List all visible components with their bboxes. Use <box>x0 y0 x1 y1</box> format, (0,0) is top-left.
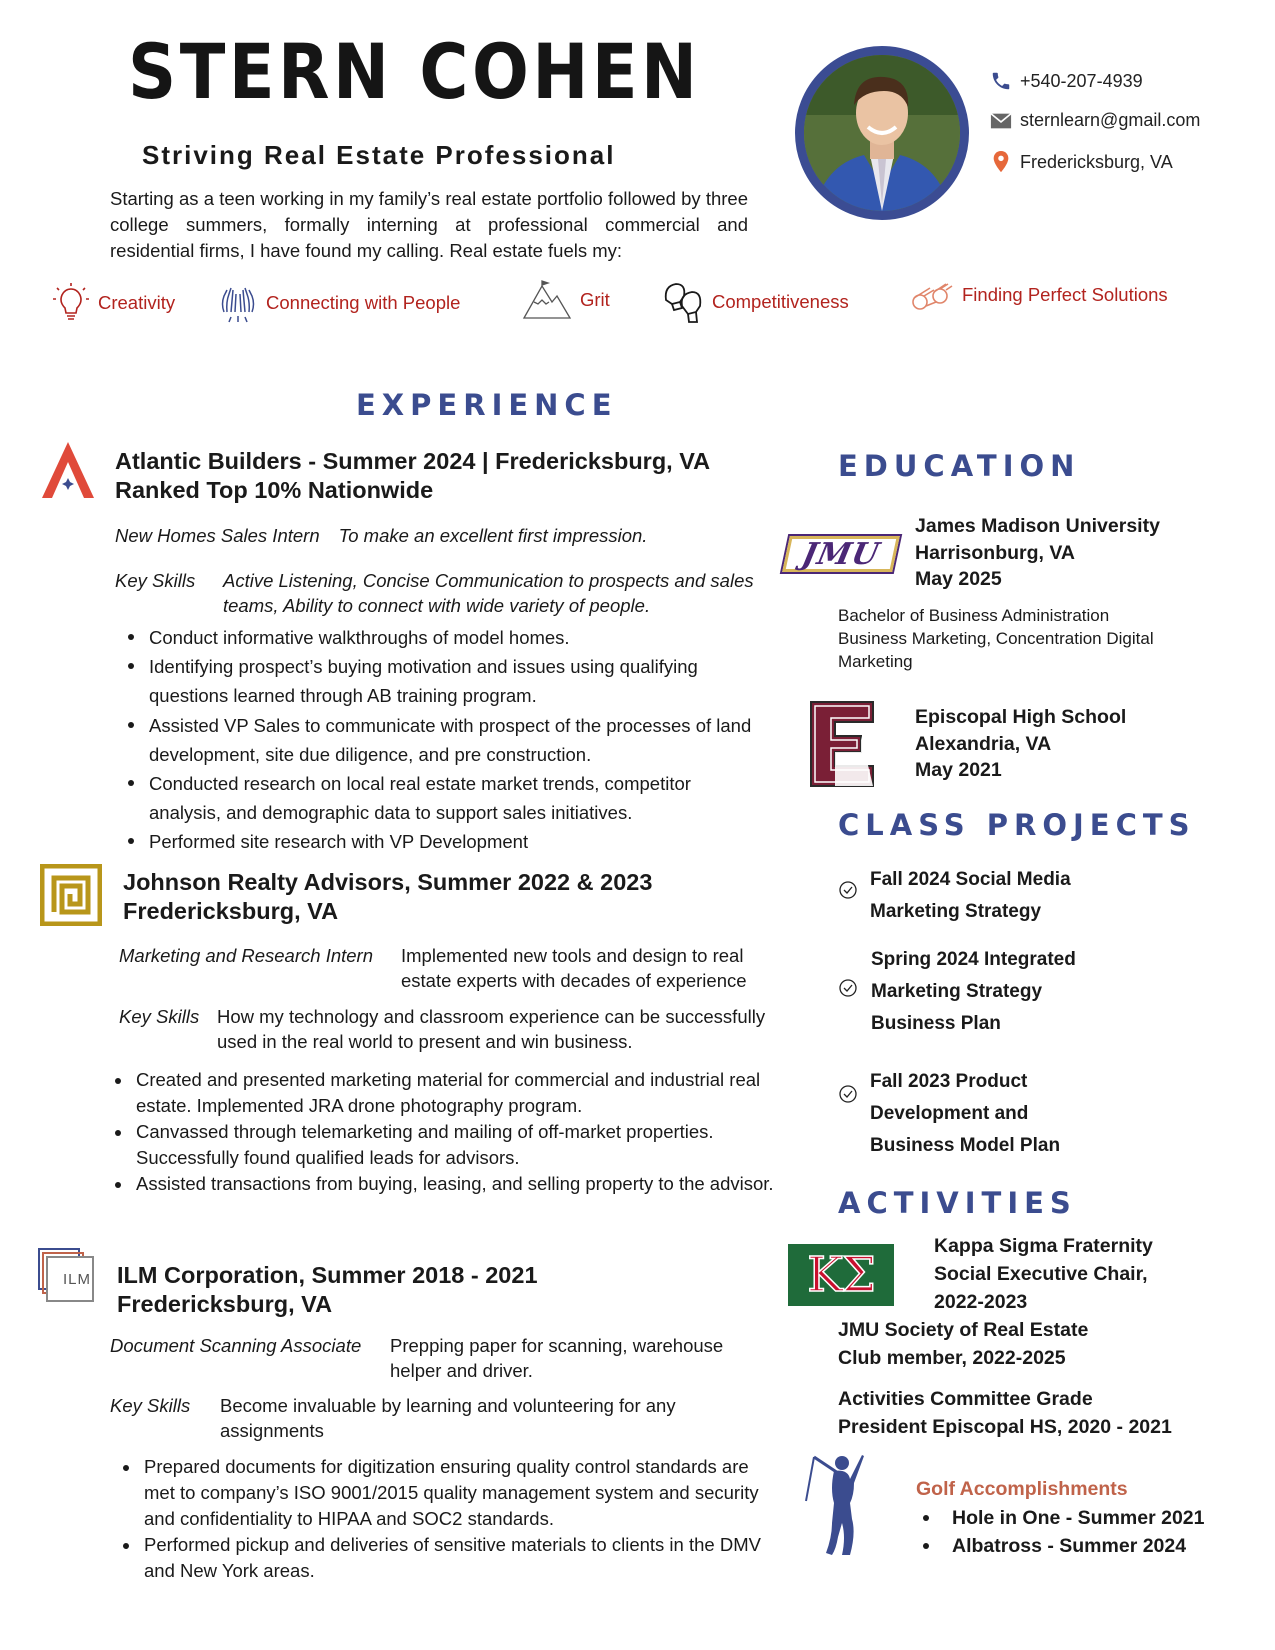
check-circle-icon <box>838 1084 858 1104</box>
project-line: Marketing Strategy <box>870 901 1042 922</box>
phone-icon <box>990 70 1012 92</box>
job-atlantic-builders <box>115 447 710 505</box>
list-item: Conduct informative walkthroughs of model homes. <box>116 623 766 652</box>
activity-line: President Episcopal HS, 2020 - 2021 <box>838 1416 1172 1438</box>
job-role-desc: Prepping paper for scanning, warehouse helper and driver. <box>390 1335 724 1381</box>
golf-list <box>911 1504 1205 1560</box>
project-item <box>838 944 1076 1040</box>
project-item <box>838 864 1071 928</box>
check-circle-icon <box>838 978 858 998</box>
job-ilm <box>117 1261 538 1319</box>
activity-line: Activities Committee Grade <box>838 1388 1093 1410</box>
list-item: Created and presented marketing material for commercial and industrial real estate. Implemented JRA drone photography program. <box>103 1067 783 1119</box>
school-location: Harrisonburg, VA <box>915 541 1075 564</box>
activity-committee <box>838 1385 1172 1441</box>
school-date: May 2021 <box>915 759 1002 781</box>
activity-line: JMU Society of Real Estate <box>838 1319 1089 1341</box>
job-role-row <box>115 523 765 548</box>
experience-heading: EXPERIENCE <box>356 388 618 422</box>
skills-text: Active Listening, Concise Communication to prospects and sales teams, Ability to connect with wide variety of people. <box>223 570 754 616</box>
list-item: Identifying prospect’s buying motivation and issues using qualifying questions learned through AB training program. <box>116 652 766 710</box>
kappa-sigma-logo <box>788 1244 894 1306</box>
atlantic-builders-logo-icon <box>38 440 98 500</box>
skills-label: Key Skills <box>119 1006 200 1027</box>
value-creativity <box>52 282 175 324</box>
job-skills-row <box>115 568 775 618</box>
jmu-logo-text: JMU <box>798 536 884 572</box>
list-item: Prepared documents for digitization ensuring quality control standards are met to company’s ISO 9001/2015 quality management system and security and confidentiality to HIPAA and SOC2 standards. <box>111 1454 781 1532</box>
degree-text: Bachelor of Business Administration <box>838 606 1110 625</box>
job-subtitle: Fredericksburg, VA <box>123 898 339 924</box>
project-line: Spring 2024 Integrated <box>871 949 1076 970</box>
list-item: Assisted VP Sales to communicate with prospect of the processes of land development, site due diligence, and pre construction. <box>116 711 766 769</box>
job-bullets <box>103 1067 783 1197</box>
school-episcopal <box>915 704 1126 784</box>
project-line: Marketing Strategy <box>871 981 1043 1002</box>
skills-label: Key Skills <box>110 1395 191 1416</box>
job-role-desc: To make an excellent first impression. <box>338 525 648 546</box>
activity-line: Club member, 2022-2025 <box>838 1347 1066 1369</box>
job-subtitle: Ranked Top 10% Nationwide <box>115 477 434 503</box>
project-item <box>838 1066 1060 1162</box>
activity-line: Social Executive Chair, <box>934 1263 1148 1285</box>
episcopal-logo-icon <box>809 700 875 788</box>
school-name: Episcopal High School <box>915 706 1127 728</box>
list-item: Hole in One - Summer 2021 <box>911 1504 1205 1532</box>
value-label: Connecting with People <box>266 292 461 313</box>
project-line: Fall 2024 Social Media <box>870 869 1071 890</box>
golf-heading: Golf Accomplishments <box>916 1478 1128 1500</box>
school-name: James Madison University <box>915 515 1160 537</box>
job-skills-row <box>119 1004 785 1054</box>
check-circle-icon <box>838 880 858 900</box>
school-location: Alexandria, VA <box>915 732 1052 755</box>
skills-text: Become invaluable by learning and volunteering for any assignments <box>220 1395 676 1441</box>
intro-paragraph: Starting as a teen working in my family’s real estate portfolio followed by three college summers, formally interning at professional commercial and residential firms, I have found my calling. Real estate fuels my: <box>110 188 748 261</box>
resume-name: STERN COHEN <box>128 27 701 116</box>
list-item: Conducted research on local real estate market trends, competitor analysis, and demographic data to support sales initiatives. <box>116 769 766 827</box>
value-label: Grit <box>580 289 610 310</box>
class-projects-heading: CLASS PROJECTS <box>838 808 1196 842</box>
job-bullets <box>111 1454 781 1584</box>
ilm-logo <box>38 1248 96 1304</box>
activity-line: 2022-2023 <box>934 1291 1028 1313</box>
job-role: Marketing and Research Intern <box>119 945 373 966</box>
list-item: Canvassed through telemarketing and mailing of off-market properties. Successfully found qualified leads for advisors. <box>103 1119 783 1171</box>
job-title: ILM Corporation, Summer 2018 - 2021 <box>117 1262 538 1288</box>
list-item: Performed pickup and deliveries of sensitive materials to clients in the DMV and New York areas. <box>111 1532 781 1584</box>
kappa-sigma-logo-text: ΚΣ <box>807 1247 875 1303</box>
profile-portrait-icon <box>804 55 960 211</box>
phone-text: +540-207-4939 <box>1020 70 1143 91</box>
activity-line: Kappa Sigma Fraternity <box>934 1235 1153 1257</box>
activities-heading: ACTIVITIES <box>838 1186 1077 1220</box>
mountain-icon <box>522 280 572 320</box>
professional-title: Striving Real Estate Professional <box>142 140 616 170</box>
golfer-icon <box>804 1453 874 1559</box>
school-date: May 2025 <box>915 568 1002 590</box>
job-role: New Homes Sales Intern <box>115 525 320 546</box>
value-solutions <box>910 278 1168 312</box>
concentration-text: Business Marketing, Concentration Digital Marketing <box>838 629 1154 671</box>
job-title: Atlantic Builders - Summer 2024 | Fredericksburg, VA <box>115 448 711 474</box>
jmu-logo <box>782 536 900 572</box>
job-role-desc: Implemented new tools and design to real estate experts with decades of experience <box>401 945 747 991</box>
skills-label: Key Skills <box>115 570 196 591</box>
job-title: Johnson Realty Advisors, Summer 2022 & 2023 <box>123 869 653 895</box>
job-role: Document Scanning Associate <box>110 1335 362 1356</box>
contact-email[interactable] <box>990 110 1200 131</box>
boxing-gloves-icon <box>662 280 704 324</box>
contact-phone[interactable] <box>990 70 1143 92</box>
list-item: Performed site research with VP Development <box>116 827 766 856</box>
job-role-row <box>119 943 779 993</box>
value-label: Creativity <box>98 292 176 313</box>
profile-photo <box>795 46 969 220</box>
job-bullets <box>116 623 766 857</box>
ilm-logo-text: ILM <box>46 1256 94 1302</box>
job-skills-row <box>110 1393 770 1443</box>
value-label: Finding Perfect Solutions <box>962 284 1168 305</box>
binoculars-icon <box>910 278 954 312</box>
contact-location <box>990 150 1173 174</box>
project-line: Development and <box>870 1103 1029 1124</box>
mail-icon <box>990 112 1012 130</box>
school-jmu <box>915 513 1160 593</box>
value-connecting <box>218 282 460 324</box>
hands-icon <box>218 282 258 324</box>
value-grit <box>522 280 610 320</box>
education-heading: EDUCATION <box>838 449 1081 483</box>
activity-kappa-sigma <box>934 1232 1153 1316</box>
job-johnson-realty <box>123 868 652 926</box>
location-pin-icon <box>990 150 1012 174</box>
value-competitiveness <box>662 280 849 324</box>
skills-text: How my technology and classroom experience can be successfully used in the real world to present and win business. <box>217 1006 766 1052</box>
email-text: sternlearn@gmail.com <box>1020 110 1201 130</box>
value-label: Competitiveness <box>712 291 849 312</box>
johnson-realty-logo-icon <box>40 864 102 926</box>
project-line: Fall 2023 Product <box>870 1071 1028 1092</box>
project-line: Business Model Plan <box>870 1135 1061 1156</box>
job-role-row <box>110 1333 770 1383</box>
job-subtitle: Fredericksburg, VA <box>117 1291 333 1317</box>
list-item: Assisted transactions from buying, leasing, and selling property to the advisor. <box>103 1171 783 1197</box>
activity-jmu-real-estate <box>838 1316 1088 1372</box>
list-item: Albatross - Summer 2024 <box>911 1532 1205 1560</box>
location-text: Fredericksburg, VA <box>1020 151 1173 172</box>
jmu-degree <box>838 604 1198 673</box>
project-line: Business Plan <box>871 1013 1001 1034</box>
lightbulb-icon <box>52 282 90 324</box>
